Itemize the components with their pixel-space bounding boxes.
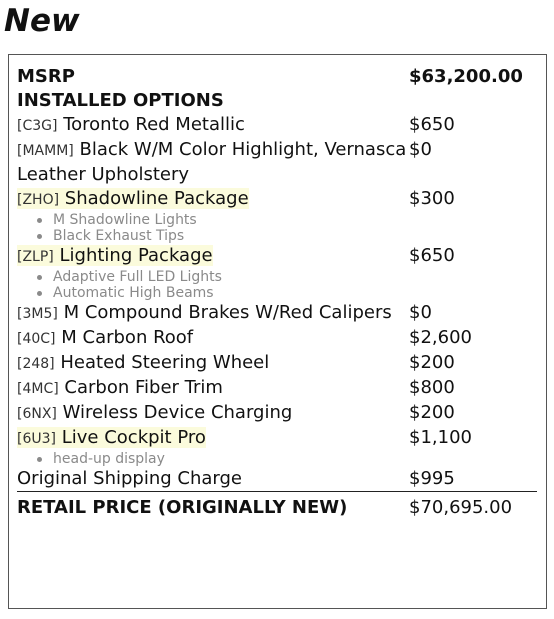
option-price: $0 <box>409 139 432 160</box>
option-detail-item: Adaptive Full LED Lights <box>37 269 409 285</box>
option-code: [4MC] <box>17 381 59 397</box>
option-title <box>17 188 249 209</box>
option-price: $0 <box>409 302 432 323</box>
option-code: [C3G] <box>17 118 58 134</box>
option-name: Wireless Device Charging <box>62 402 293 423</box>
option-name: M Carbon Roof <box>61 327 194 348</box>
option-row <box>17 326 537 351</box>
option-row <box>17 244 537 301</box>
msrp-price: $63,200.00 <box>409 66 523 87</box>
option-title <box>17 114 245 135</box>
option-code: [6U3] <box>17 431 56 447</box>
option-title <box>17 245 213 266</box>
option-name: Black W/M Color Highlight, Vernasca Leather Upholstery <box>17 139 407 185</box>
shipping-price: $995 <box>409 468 455 489</box>
option-name-cell <box>17 326 409 351</box>
shipping-row <box>17 467 537 492</box>
option-title <box>17 327 193 348</box>
option-name: Lighting Package <box>59 245 213 266</box>
option-row <box>17 376 537 401</box>
option-title <box>17 352 269 373</box>
installed-options-header-row <box>17 89 537 113</box>
option-details-list <box>17 212 409 244</box>
option-name: Live Cockpit Pro <box>61 427 206 448</box>
option-row <box>17 138 537 187</box>
option-code: [ZLP] <box>17 249 54 265</box>
option-code: [40C] <box>17 331 56 347</box>
option-row <box>17 351 537 376</box>
option-name: M Compound Brakes W/Red Calipers <box>63 302 392 323</box>
option-price: $200 <box>409 402 455 423</box>
option-name-cell <box>17 244 409 301</box>
option-price: $200 <box>409 352 455 373</box>
option-name: Carbon Fiber Trim <box>64 377 223 398</box>
option-name-cell <box>17 187 409 244</box>
msrp-row <box>17 65 537 89</box>
window-sticker-card <box>8 54 547 609</box>
option-code: [6NX] <box>17 406 57 422</box>
retail-price-label: RETAIL PRICE (ORIGINALLY NEW) <box>17 492 409 521</box>
option-title <box>17 402 292 423</box>
option-name-cell <box>17 351 409 376</box>
installed-options-heading: INSTALLED OPTIONS <box>17 90 224 111</box>
option-row <box>17 301 537 326</box>
option-detail-item: Automatic High Beams <box>37 285 409 301</box>
option-details-list <box>17 451 409 467</box>
option-title <box>17 302 392 323</box>
option-row <box>17 187 537 244</box>
option-price: $300 <box>409 188 455 209</box>
option-price: $650 <box>409 245 455 266</box>
option-title <box>17 139 406 185</box>
option-name-cell <box>17 376 409 401</box>
option-row <box>17 426 537 467</box>
option-name-cell <box>17 401 409 426</box>
option-name-cell <box>17 113 409 138</box>
option-name-cell <box>17 301 409 326</box>
shipping-label: Original Shipping Charge <box>17 468 242 489</box>
options-table <box>17 65 537 520</box>
option-name: Heated Steering Wheel <box>60 352 270 373</box>
option-row <box>17 401 537 426</box>
option-title <box>17 427 206 448</box>
option-detail-item: head-up display <box>37 451 409 467</box>
option-code: [248] <box>17 356 55 372</box>
page-title: New <box>4 3 80 39</box>
option-details-list <box>17 269 409 301</box>
option-title <box>17 377 223 398</box>
option-name: Shadowline Package <box>64 188 249 209</box>
option-price: $2,600 <box>409 327 472 348</box>
option-code: [ZHO] <box>17 192 60 208</box>
option-code: [3M5] <box>17 306 58 322</box>
option-price: $650 <box>409 114 455 135</box>
msrp-label: MSRP <box>17 66 75 87</box>
retail-price-row <box>17 492 537 521</box>
option-name: Toronto Red Metallic <box>63 114 245 135</box>
retail-price-value: $70,695.00 <box>409 492 537 521</box>
option-detail-item: Black Exhaust Tips <box>37 228 409 244</box>
option-code: [MAMM] <box>17 143 74 159</box>
option-price: $1,100 <box>409 427 472 448</box>
option-row <box>17 113 537 138</box>
option-name-cell <box>17 426 409 467</box>
option-detail-item: M Shadowline Lights <box>37 212 409 228</box>
option-price: $800 <box>409 377 455 398</box>
option-name-cell <box>17 138 409 187</box>
